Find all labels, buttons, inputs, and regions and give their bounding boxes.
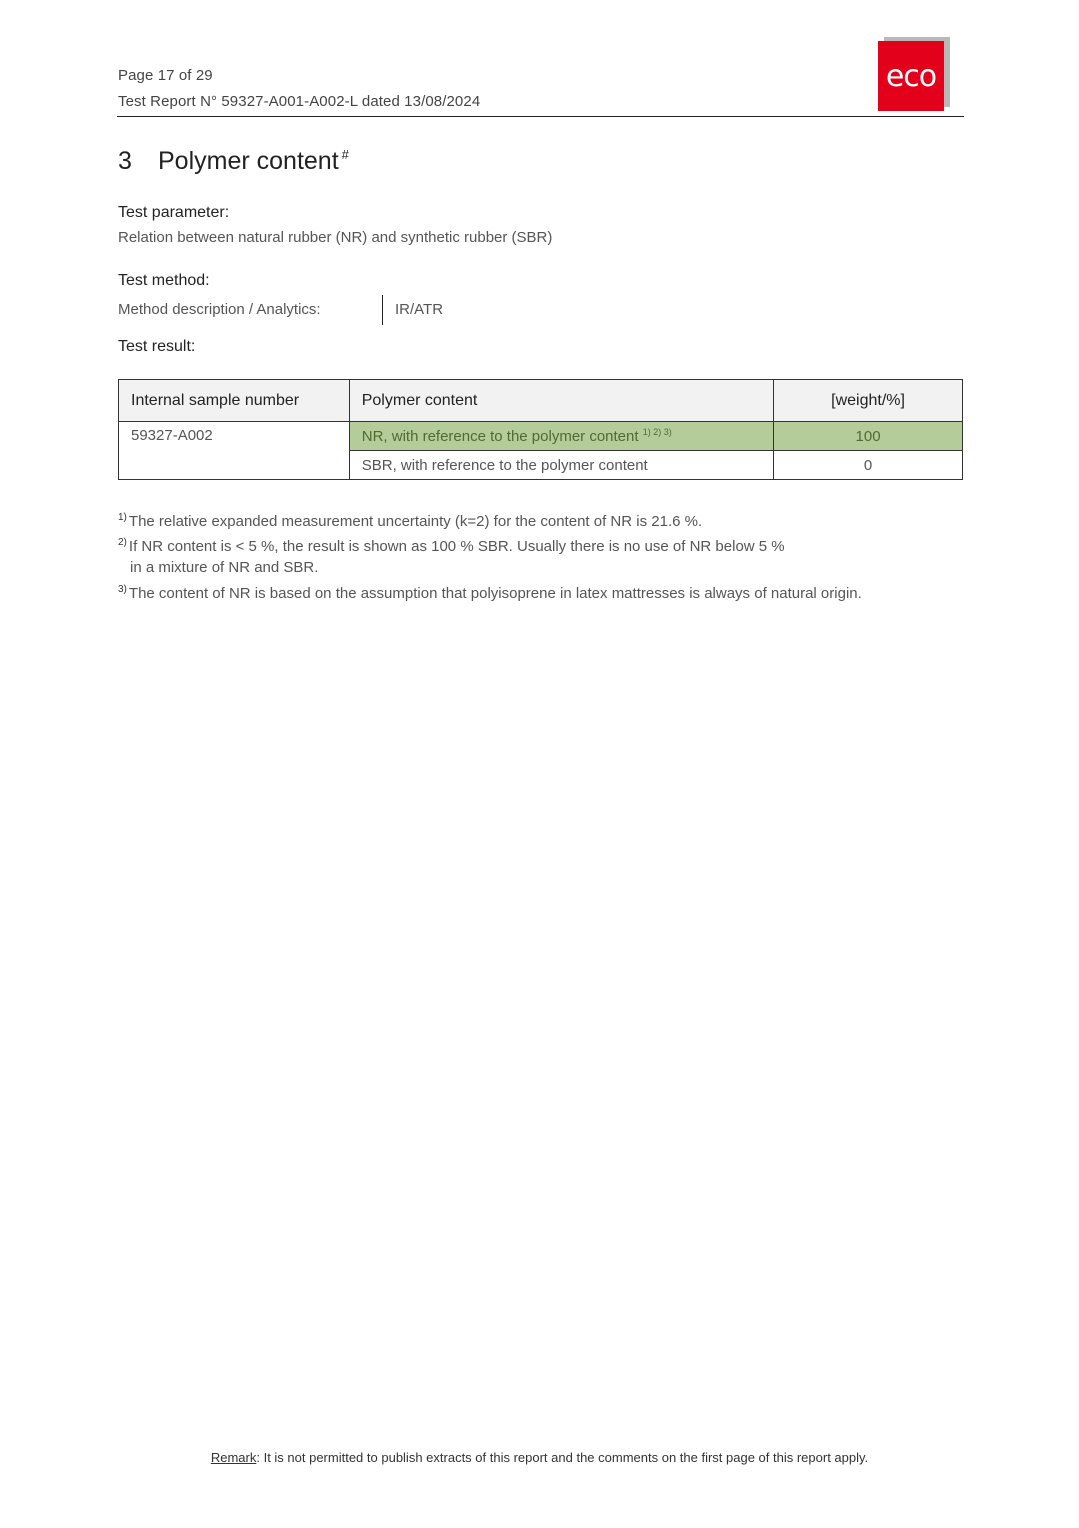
polymer-content-cell: NR, with reference to the polymer content $^{1) 2) 3)}$	[349, 422, 773, 451]
method-description-key: Method description / Analytics:	[118, 301, 321, 318]
footnote-1: $^{1)}$ The relative expanded measurement uncertainty (k=2) for the content of NR is 21.6 %.	[118, 512, 703, 530]
footnote-2-continued: in a mixture of NR and SBR.	[130, 559, 319, 576]
test-parameter-label: Test parameter:	[118, 204, 230, 221]
section-marker: #	[341, 147, 349, 162]
header-sample-number: Internal sample number	[119, 380, 350, 422]
footnote-3: $^{3)}$ The content of NR is based on the assumption that polyisoprene in latex mattresses is always of natural origin.	[118, 584, 862, 602]
footnote-2: $^{2)}$ If NR content is < 5 %, the result is shown as 100 % SBR. Usually there is no use of NR below 5 %	[118, 537, 785, 555]
weight-cell: 100	[774, 422, 963, 451]
sample-number-cell: 59327-A002	[119, 422, 350, 480]
section-number: 3	[118, 147, 132, 175]
test-result-label: Test result:	[118, 338, 196, 355]
table-header-row	[119, 380, 963, 422]
method-divider	[382, 295, 383, 325]
footnote-refs: 1) 2) 3)	[642, 427, 672, 437]
header-divider	[117, 116, 964, 117]
result-table	[118, 379, 963, 480]
page-number: Page 17 of 29	[118, 67, 213, 84]
weight-cell: 0	[774, 451, 963, 480]
header-polymer-content: Polymer content	[349, 380, 773, 422]
section-title: Polymer content #	[158, 147, 349, 175]
report-reference: Test Report N° 59327-A001-A002-L dated 13/08/2024	[118, 93, 481, 110]
header-weight: [weight/%]	[774, 380, 963, 422]
polymer-content-cell: SBR, with reference to the polymer content	[349, 451, 773, 480]
eco-logo: eco	[878, 41, 944, 111]
method-description-value: IR/ATR	[395, 301, 444, 318]
test-parameter-value: Relation between natural rubber (NR) and synthetic rubber (SBR)	[118, 229, 553, 246]
test-method-label: Test method:	[118, 272, 210, 289]
table-row	[119, 422, 963, 451]
remark-footer: Remark: It is not permitted to publish extracts of this report and the comments on the first page of this report apply.	[210, 1450, 869, 1465]
